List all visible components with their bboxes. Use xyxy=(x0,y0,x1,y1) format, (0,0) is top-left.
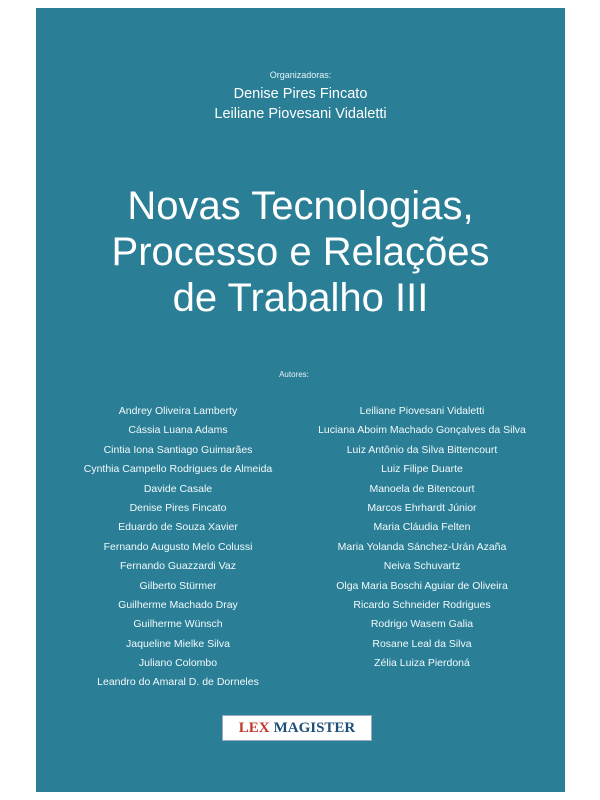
book-title xyxy=(36,183,565,321)
author-name: Zélia Luiza Pierdoná xyxy=(374,657,470,670)
author-name: Guilherme Wünsch xyxy=(133,618,223,631)
author-name: Cintia Iona Santiago Guimarães xyxy=(103,443,253,456)
author-name: Neiva Schuvartz xyxy=(383,560,461,573)
author-name: Leiliane Piovesani Vidaletti xyxy=(359,405,485,417)
author-name: Cynthia Campello Rodrigues de Almeida xyxy=(83,463,273,476)
author-name: Rosane Leal da Silva xyxy=(372,637,472,650)
organizers-label: Organizadoras: xyxy=(269,70,332,80)
publisher-logo xyxy=(222,715,372,741)
author-name: Maria Yolanda Sánchez-Urán Azaña xyxy=(337,540,507,553)
author-name: Manoela de Bitencourt xyxy=(369,482,475,495)
publisher-logo-lex: LEX xyxy=(238,719,270,736)
author-name: Eduardo de Souza Xavier xyxy=(118,521,238,534)
author-name: Olga Maria Boschi Aguiar de Oliveira xyxy=(336,579,508,592)
author-name: Luiz Filipe Duarte xyxy=(381,463,463,476)
author-name: Luciana Aboim Machado Gonçalves da Silva xyxy=(318,424,526,437)
author-name: Fernando Guazzardi Vaz xyxy=(120,560,236,573)
authors-left-column xyxy=(58,402,298,693)
author-name: Jaqueline Mielke Silva xyxy=(126,637,230,650)
organizer-name: Denise Pires Fincato xyxy=(233,86,368,102)
publisher-logo-magister: MAGISTER xyxy=(273,719,356,736)
title-line: Processo e Relações xyxy=(111,230,490,274)
author-name: Denise Pires Fincato xyxy=(129,501,227,514)
author-name: Davide Casale xyxy=(143,482,213,495)
author-name: Luiz Antônio da Silva Bittencourt xyxy=(346,443,498,456)
organizer-name: Leiliane Piovesani Vidaletti xyxy=(214,106,387,122)
author-name: Maria Cláudia Felten xyxy=(373,521,471,534)
title-line: de Trabalho III xyxy=(172,276,429,320)
authors-right-column xyxy=(298,402,546,673)
author-name: Ricardo Schneider Rodrigues xyxy=(353,598,491,611)
author-name: Andrey Oliveira Lamberty xyxy=(118,405,238,417)
book-cover xyxy=(36,8,565,792)
title-line: Novas Tecnologias, xyxy=(127,184,474,228)
author-name: Juliano Colombo xyxy=(138,657,218,670)
author-name: Cássia Luana Adams xyxy=(128,424,228,437)
author-name: Leandro do Amaral D. de Dorneles xyxy=(97,676,259,689)
author-name: Fernando Augusto Melo Colussi xyxy=(103,540,253,553)
author-name: Guilherme Machado Dray xyxy=(118,598,238,611)
author-name: Rodrigo Wasem Galia xyxy=(370,618,474,631)
authors-label: Autores: xyxy=(279,370,309,379)
author-name: Marcos Ehrhardt Júnior xyxy=(367,501,477,514)
author-name: Gilberto Stürmer xyxy=(139,579,217,592)
